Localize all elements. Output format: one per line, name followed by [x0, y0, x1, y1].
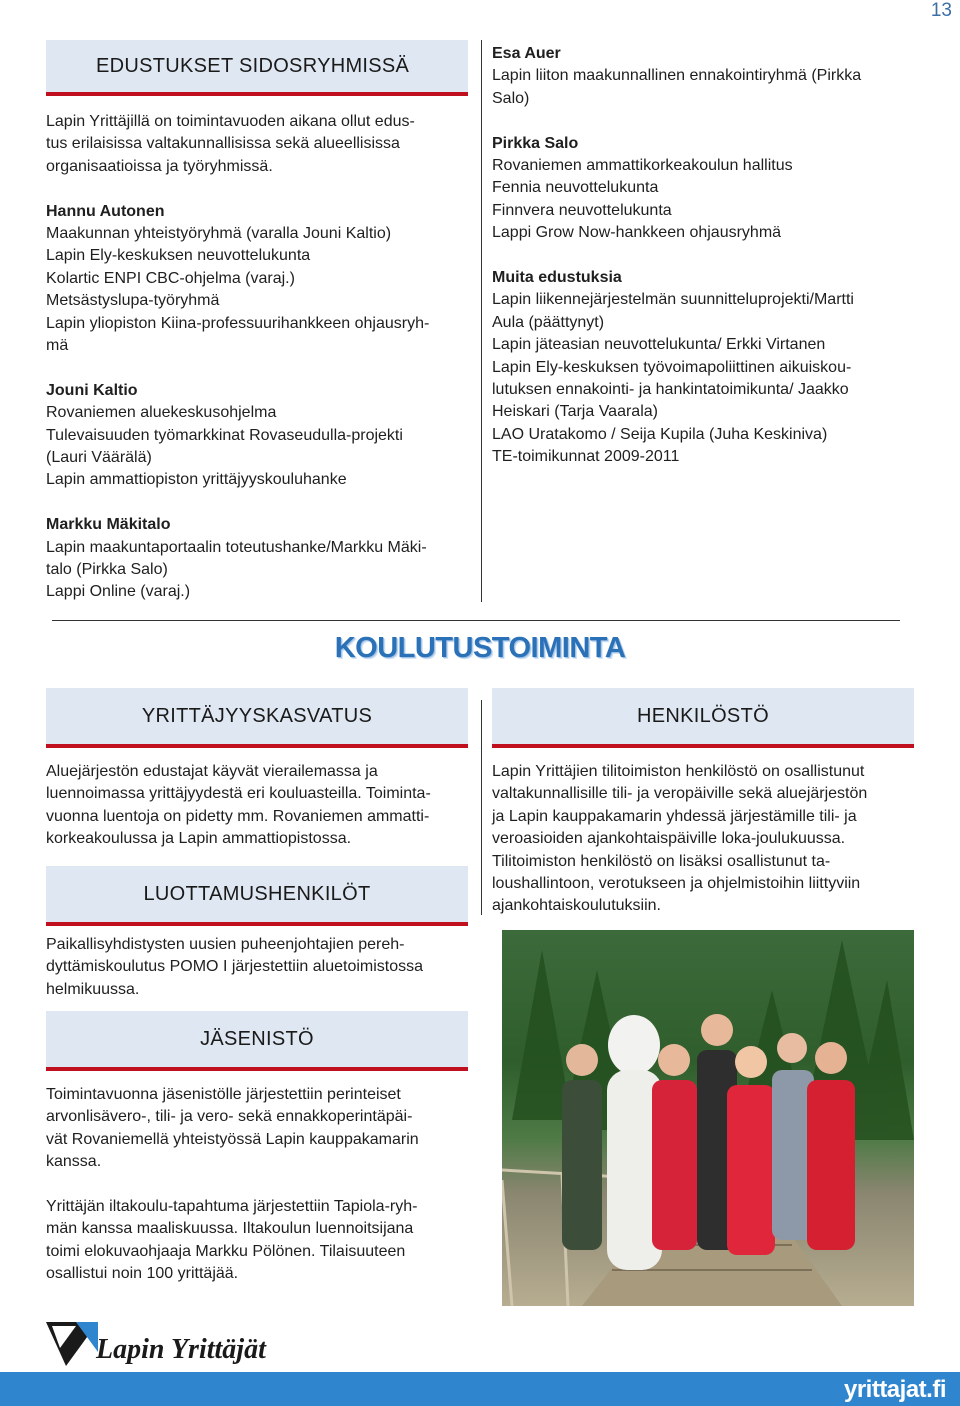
logo-text: Lapin Yrittäjät: [96, 1334, 266, 1365]
jasenisto-paragraph-2: [46, 1196, 476, 1286]
left-person-block: [46, 514, 476, 604]
representation-line: Aula (päättynyt): [492, 313, 605, 331]
yrittajyys-line: korkeakoulussa ja Lapin ammattiopistossa.: [46, 830, 352, 848]
lapin-yrittajat-logo: [46, 1322, 286, 1368]
representation-line: lutuksen ennakointi- ja hankintatoimikunta/ Jaakko: [492, 381, 849, 399]
representation-line: Lapin maakuntaportaalin toteutushanke/Markku Mäki-: [46, 538, 427, 556]
jasenisto-text: [46, 1084, 476, 1286]
edustukset-heading-box: [46, 40, 468, 96]
edustukset-left-column: [46, 111, 476, 604]
representation-line: Metsästyslupa-työryhmä: [46, 292, 220, 310]
representation-line: Tulevaisuuden työmarkkinat Rovaseudulla-projekti: [46, 426, 403, 444]
person-name: Esa Auer: [492, 45, 561, 62]
right-person-block: [492, 133, 932, 245]
representation-line: Lapin jäteasian neuvottelukunta/ Erkki Virtanen: [492, 336, 826, 354]
luottamus-line: dyttämiskoulutus POMO I järjestettiin aluetoimistossa: [46, 958, 424, 976]
luottamus-line: Paikallisyhdistysten uusien puheenjohtajien pereh-: [46, 936, 405, 953]
representation-line: Lapin ammattiopiston yrittäjyyskouluhanke: [46, 471, 347, 489]
group-photo: [502, 930, 914, 1306]
right-person-block: [492, 267, 932, 469]
page-number: 13: [930, 0, 952, 21]
representation-line: Salo): [492, 89, 530, 107]
yrittajyys-line: vuonna luentoja on pidetty mm. Rovaniemen ammatti-: [46, 807, 430, 825]
intro-line: organisaatioissa ja työryhmissä.: [46, 157, 273, 175]
yrittajyys-heading: YRITTÄJYYSKASVATUS: [141, 704, 373, 727]
koulutus-heading: KOULUTUSTOIMINTA: [334, 632, 626, 664]
jasenisto-line: kanssa.: [46, 1153, 102, 1171]
people-right-list: [492, 43, 932, 469]
representation-line: Lapin liikennejärjestelmän suunnitteluprojekti/Martti: [492, 291, 854, 309]
henkilosto-line: ajankohtaiskoulutuksiin.: [492, 897, 661, 915]
right-person-block: [492, 43, 932, 110]
edustukset-heading: EDUSTUKSET SIDOSRYHMISSÄ: [96, 54, 410, 77]
representation-line: TE-toimikunnat 2009-2011: [492, 448, 680, 466]
henkilosto-line: veroasioiden ajankohtaispäiville loka-joulukuussa.: [492, 830, 846, 848]
edustukset-intro: [46, 111, 476, 178]
yrittajyys-heading-box: [46, 688, 468, 748]
representation-line: Lapin Ely-keskuksen työvoimapoliittinen aikuiskou-: [492, 358, 852, 376]
representation-line: Lapin liiton maakunnallinen ennakointiryhmä (Pirkka: [492, 67, 862, 85]
yrittajyys-line: Aluejärjestön edustajat käyvät vierailemassa ja: [46, 763, 378, 780]
representation-line: Kolartic ENPI CBC-ohjelma (varaj.): [46, 269, 295, 287]
website-link[interactable]: yrittajat.fi: [843, 1376, 946, 1403]
representation-line: Finnvera neuvottelukunta: [492, 201, 672, 219]
jasenisto-line: vät Rovaniemellä yhteistyössä Lapin kauppakamarin: [46, 1130, 419, 1148]
representation-line: LAO Uratakomo / Seija Kupila (Juha Keskiniva): [492, 425, 828, 443]
henkilosto-line: loushallintoon, verotukseen ja ohjelmistoihin liittyviin: [492, 875, 861, 893]
representation-line: Lappi Online (varaj.): [46, 583, 191, 601]
person-name: Jouni Kaltio: [46, 381, 138, 399]
representation-line: Heiskari (Tarja Vaarala): [492, 403, 658, 421]
yrittajyys-text: [46, 761, 476, 851]
henkilosto-line: Lapin Yrittäjien tilitoimiston henkilöstö on osallistunut: [492, 763, 865, 780]
representation-line: talo (Pirkka Salo): [46, 561, 168, 579]
jasenisto-line: Yrittäjän iltakoulu-tapahtuma järjestettiin Tapiola-ryh-: [46, 1198, 418, 1216]
jasenisto-line: Toimintavuonna jäsenistölle järjestettiin perinteiset: [46, 1086, 401, 1103]
jasenisto-line: toimi elokuvaohjaaja Markku Pölönen. Tilaisuuteen: [46, 1242, 406, 1260]
intro-line: tus erilaisissa valtakunnallisissa sekä alueellisissa: [46, 135, 400, 153]
person-name: Markku Mäkitalo: [46, 516, 171, 534]
intro-line: Lapin Yrittäjillä on toimintavuoden aikana ollut edus-: [46, 113, 415, 130]
koulutus-column-divider: [481, 700, 482, 915]
person-name: Muita edustuksia: [492, 269, 622, 287]
henkilosto-line: ja Lapin kauppakamarin yhdessä järjestämille tili- ja: [492, 807, 857, 825]
jasenisto-line: arvonlisävero-, tili- ja vero- sekä ennakkoperintäpäi-: [46, 1108, 413, 1126]
person-name: Pirkka Salo: [492, 134, 579, 152]
jasenisto-line: osallistui noin 100 yrittäjää.: [46, 1265, 239, 1283]
representation-line: Rovaniemen aluekeskusohjelma: [46, 404, 277, 422]
section-divider: [52, 620, 900, 621]
luottamus-heading: LUOTTAMUSHENKILÖT: [143, 882, 371, 905]
left-person-block: [46, 380, 476, 492]
jasenisto-line: män kanssa maaliskuussa. Iltakoulun luennoitsijana: [46, 1220, 414, 1238]
representation-line: mä: [46, 337, 69, 355]
representation-line: Lapin Ely-keskuksen neuvottelukunta: [46, 247, 311, 265]
representation-line: Lapin yliopiston Kiina-professuurihankkeen ohjausryh-: [46, 314, 430, 332]
henkilosto-heading-box: [492, 688, 914, 748]
luottamus-line: helmikuussa.: [46, 980, 140, 998]
people-left-list: [46, 201, 476, 604]
jasenisto-heading: JÄSENISTÖ: [200, 1027, 314, 1050]
person-name: Hannu Autonen: [46, 202, 165, 220]
henkilosto-line: valtakunnallisille tili- ja veropäiville sekä aluejärjestön: [492, 785, 868, 803]
logo-mark-icon: [46, 1322, 98, 1366]
luottamus-heading-box: [46, 866, 468, 926]
representation-line: Rovaniemen ammattikorkeakoulun hallitus: [492, 157, 793, 175]
edustukset-right-column: [492, 43, 932, 469]
group-photo-illustration: [502, 930, 914, 1306]
representation-line: (Lauri Väärälä): [46, 449, 152, 467]
representation-line: Lappi Grow Now-hankkeen ohjausryhmä: [492, 224, 782, 242]
representation-line: Maakunnan yhteistyöryhmä (varalla Jouni Kaltio): [46, 225, 392, 243]
henkilosto-line: Tilitoimiston henkilöstö on lisäksi osallistunut ta-: [492, 852, 831, 870]
representation-line: Fennia neuvottelukunta: [492, 179, 659, 197]
left-person-block: [46, 201, 476, 358]
luottamus-text: [46, 934, 476, 1001]
footer-bar: [0, 1372, 960, 1406]
jasenisto-paragraph-1: [46, 1084, 476, 1174]
yrittajyys-line: luennoimassa yrittäjyydestä eri kouluasteilla. Toiminta-: [46, 785, 431, 803]
henkilosto-heading: HENKILÖSTÖ: [637, 704, 769, 727]
henkilosto-text: [492, 761, 932, 918]
column-divider: [481, 40, 482, 602]
jasenisto-heading-box: [46, 1011, 468, 1071]
